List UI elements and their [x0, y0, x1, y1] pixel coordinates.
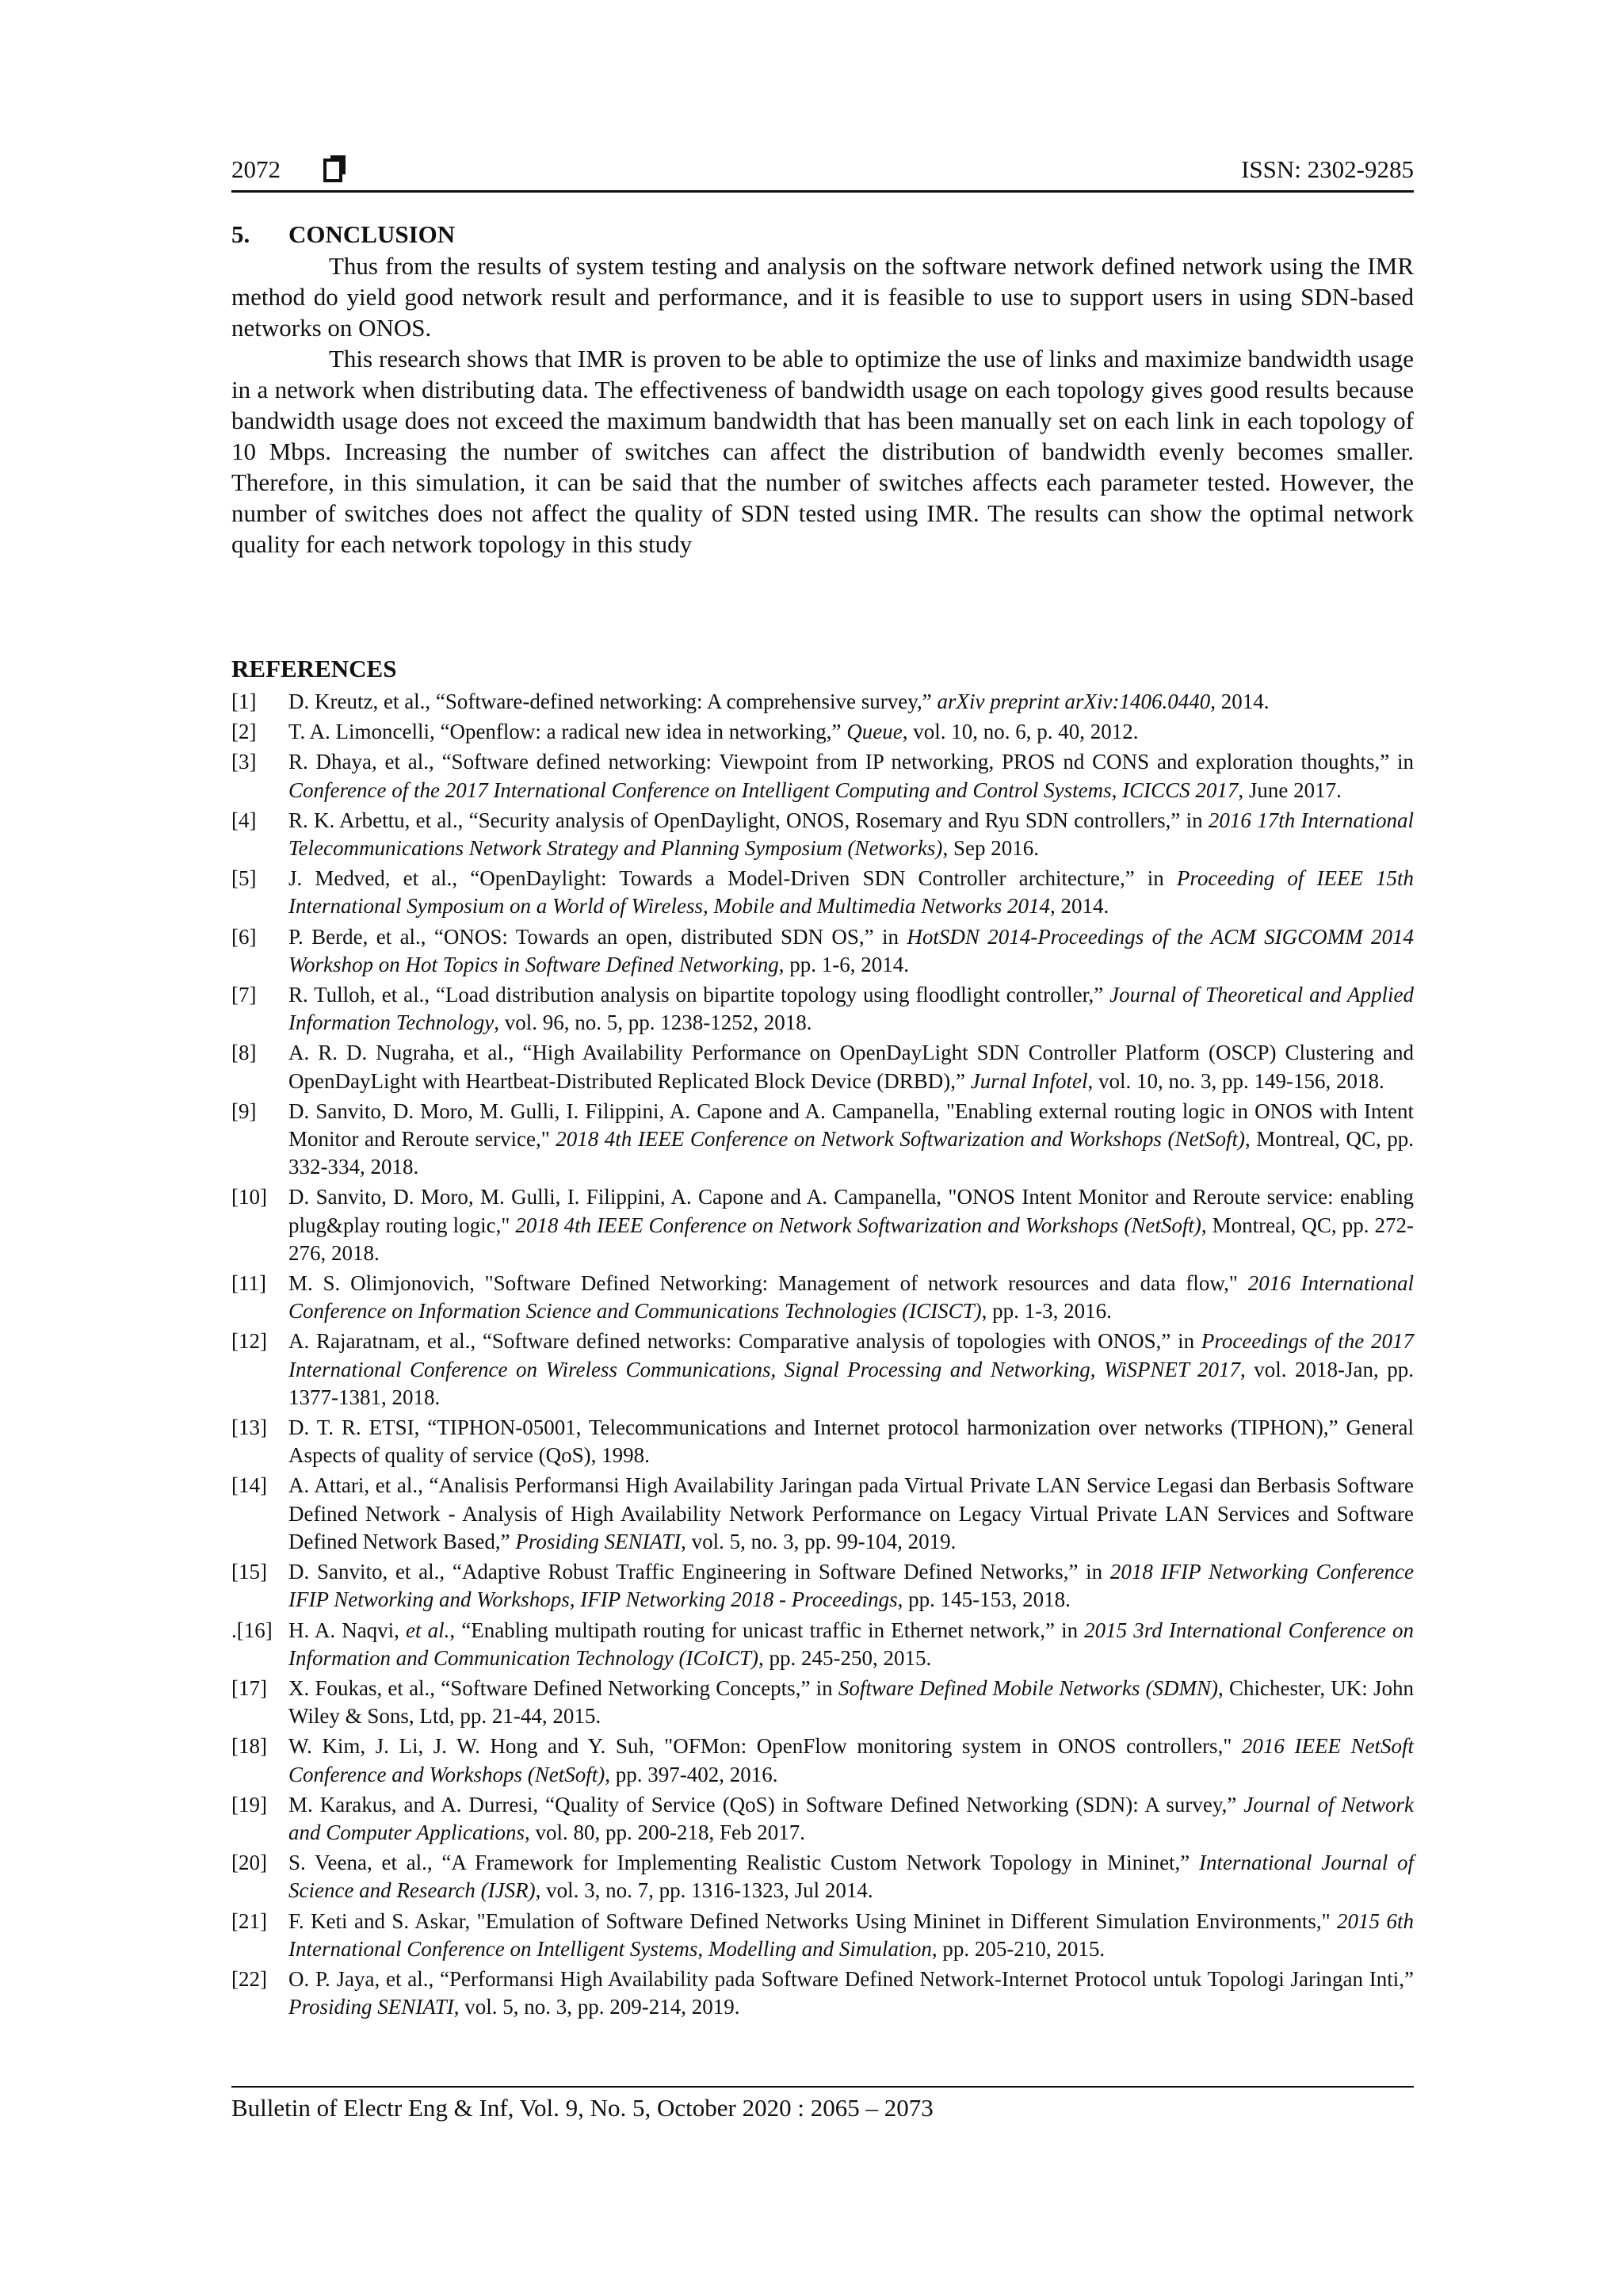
reference-source: arXiv preprint arXiv:1406.0440: [937, 690, 1211, 713]
reference-text: [288, 866, 1414, 918]
reference-item: [231, 1098, 1414, 1182]
footer-rule: [231, 2086, 1414, 2088]
reference-text-part: , Sep 2016.: [942, 836, 1039, 861]
page-header: [231, 154, 1414, 193]
reference-text-part: , vol. 5, no. 3, pp. 99-104, 2019.: [681, 1529, 957, 1553]
reference-source: Prosiding SENIATI: [288, 1995, 454, 2019]
references-section: [231, 653, 1414, 2023]
reference-text-part: , vol. 10, no. 3, pp. 149-156, 2018.: [1087, 1068, 1384, 1093]
reference-text-part: , Chichester, UK: John Wiley & Sons, Ltd, pp. 21-44, 2015.: [288, 1675, 1414, 1729]
reference-source: 2016 International Conference on Information Science and Communications Technologies (ICISCT): [288, 1271, 1414, 1324]
reference-text: [288, 1185, 1414, 1264]
reference-text-part: D. Kreutz, et al., “Software-defined networking: A comprehensive survey,”: [288, 690, 938, 713]
reference-text-part: , 2014.: [1210, 690, 1270, 713]
reference-item: [231, 748, 1414, 804]
reference-text-part: M. S. Olimjonovich, "Software Defined Networking: Management of network resources and data flow,": [288, 1271, 1248, 1296]
reference-text: [288, 1793, 1414, 1844]
conclusion-paragraph-1: Thus from the results of system testing and analysis on the software network defined network using the IMR method do yield good network result and performance, and it is feasible to use to support users in using SDN-based networks on ONOS.: [231, 252, 1414, 342]
reference-label: [14]: [231, 1473, 267, 1498]
reference-text-part: , pp. 1-3, 2016.: [981, 1299, 1112, 1324]
reference-text-part: , pp. 145-153, 2018.: [897, 1587, 1071, 1612]
reference-text: [288, 1734, 1414, 1786]
reference-text: [288, 1415, 1414, 1467]
section-number: 5.: [231, 220, 250, 248]
reference-text: [288, 750, 1414, 801]
reference-text-part: A. R. D. Nugraha, et al., “High Availability Performance on OpenDayLight SDN Controller Platform (OSCP) Clustering and OpenDayLight with Heartbeat-Distributed Replicated Block Device (DRBD),”: [288, 1041, 1414, 1093]
reference-text-part: , vol. 96, no. 5, pp. 1238-1252, 2018.: [494, 1010, 812, 1035]
reference-source: HotSDN 2014-Proceedings of the ACM SIGCOMM 2014 Workshop on Hot Topics in Software Defined Networking: [288, 924, 1414, 976]
reference-text-part: O. P. Jaya, et al., “Performansi High Availability pada Software Defined Network-Internet Protocol untuk Topologi Jaringan Inti,”: [288, 1966, 1414, 1991]
reference-source: et al.: [406, 1618, 450, 1642]
reference-text-part: W. Kim, J. Li, J. W. Hong and Y. Suh, "OFMon: OpenFlow monitoring system in ONOS controllers,": [288, 1734, 1242, 1759]
reference-text-part: X. Foukas, et al., “Software Defined Networking Concepts,” in: [288, 1675, 838, 1700]
reference-label: .[16]: [231, 1618, 273, 1642]
reference-label: [6]: [231, 924, 257, 949]
reference-text-part: A. Rajaratnam, et al., “Software defined networks: Comparative analysis of topologies with ONOS,” in: [288, 1329, 1201, 1354]
reference-source: Conference of the 2017 International Conference on Intelligent Computing and Control Systems, ICICCS 2017: [288, 777, 1239, 802]
reference-text-part: , vol. 10, no. 6, p. 40, 2012.: [902, 720, 1139, 744]
reference-label: [8]: [231, 1041, 257, 1065]
reference-label: [19]: [231, 1792, 267, 1817]
reference-text: [288, 1041, 1414, 1092]
reference-label: [18]: [231, 1734, 267, 1759]
reference-text: [288, 1099, 1414, 1179]
reference-label: [7]: [231, 983, 257, 1007]
conclusion-section: [231, 219, 1414, 560]
reference-item: [231, 1328, 1414, 1412]
reference-source: 2015 6th International Conference on Intelligent Systems, Modelling and Simulation: [288, 1908, 1414, 1961]
reference-text: [288, 925, 1414, 976]
reference-label: [22]: [231, 1966, 267, 1991]
reference-item: [231, 1558, 1414, 1614]
reference-label: [17]: [231, 1675, 267, 1700]
reference-text-part: P. Berde, et al., “ONOS: Towards an open, distributed SDN OS,” in: [288, 924, 907, 949]
reference-text: [288, 1271, 1414, 1323]
reference-text-part: , pp. 205-210, 2015.: [931, 1936, 1106, 1961]
reference-text-part: D. Sanvito, et al., “Adaptive Robust Traffic Engineering in Software Defined Networks,” in: [288, 1560, 1110, 1584]
reference-item: [231, 1675, 1414, 1730]
reference-label: [10]: [231, 1185, 267, 1209]
reference-text: [288, 690, 1269, 713]
reference-text-part: A. Attari, et al., “Analisis Performansi High Availability Jaringan pada Virtual Private LAN Service Legasi dan Berbasis Software Defined Network - Analysis of High Availability Network Performance on Legacy Virtual Private LAN Services and Software Defined Network Based,”: [288, 1473, 1414, 1553]
reference-text-part: , pp. 1-6, 2014.: [778, 952, 910, 976]
reference-list: [231, 688, 1414, 2021]
reference-text-part: , pp. 245-250, 2015.: [758, 1645, 932, 1670]
reference-item: [231, 1183, 1414, 1267]
reference-item: [231, 1270, 1414, 1325]
section-title: CONCLUSION: [288, 220, 456, 248]
reference-text-part: F. Keti and S. Askar, "Emulation of Software Defined Networks Using Mininet in Different Simulation Environments,": [288, 1908, 1338, 1933]
reference-text-part: R. Tulloh, et al., “Load distribution analysis on bipartite topology using floodlight controller,”: [288, 983, 1110, 1007]
reference-source: 2018 4th IEEE Conference on Network Softwarization and Workshops (NetSoft): [556, 1127, 1245, 1152]
reference-text-part: D. Sanvito, D. Moro, M. Gulli, I. Filippini, A. Capone and A. Campanella, "ONOS Intent Monitor and Reroute service: enabling plug&play routing logic,": [288, 1185, 1414, 1237]
conclusion-paragraph-2: This research shows that IMR is proven to be able to optimize the use of links and maximize bandwidth usage in a network when distributing data. The effectiveness of bandwidth usage on each topology gives good results because bandwidth usage does not exceed the maximum bandwidth that has been manually set on each link in each topology of 10 Mbps. Increasing the number of switches can affect the distribution of bandwidth evenly becomes smaller. Therefore, in this simulation, it can be said that the number of switches affects each parameter tested. However, the number of switches does not affect the quality of SDN tested using IMR. The results can show the optimal network quality for each network topology in this study: [231, 345, 1414, 558]
reference-text-part: H. A. Naqvi,: [288, 1618, 407, 1642]
reference-item: [231, 1039, 1414, 1095]
reference-text-part: R. K. Arbettu, et al., “Security analysis of OpenDaylight, ONOS, Rosemary and Ryu SDN controllers,” in: [288, 808, 1209, 832]
issn-label: ISSN: 2302-9285: [1241, 155, 1414, 183]
reference-source: 2016 17th International Telecommunications Network Strategy and Planning Symposium (Networks): [288, 808, 1414, 861]
reference-item: [231, 1733, 1414, 1788]
reference-source: Jurnal Infotel: [970, 1068, 1088, 1093]
reference-text-part: , pp. 397-402, 2016.: [605, 1762, 778, 1786]
reference-text: [288, 1851, 1414, 1902]
reference-label: [12]: [231, 1329, 267, 1354]
reference-label: [4]: [231, 808, 257, 832]
reference-source: Proceeding of IEEE 15th International Symposium on a World of Wireless, Mobile and Multimedia Networks 2014: [288, 866, 1414, 919]
reference-label: [13]: [231, 1415, 267, 1440]
reference-label: [5]: [231, 866, 257, 891]
header-rule: [231, 190, 1414, 193]
reference-item: [231, 807, 1414, 862]
reference-item: [231, 1849, 1414, 1904]
reference-item: [231, 923, 1414, 979]
reference-label: [2]: [231, 720, 257, 744]
reference-source: Journal of Theoretical and Applied Information Technology: [288, 983, 1414, 1035]
reference-text-part: D. T. R. ETSI, “TIPHON-05001, Telecommunications and Internet protocol harmonization over networks (TIPHON),” General Aspects of quality of service (QoS), 1998.: [288, 1415, 1414, 1468]
reference-text-part: , vol. 3, no. 7, pp. 1316-1323, Jul 2014.: [535, 1878, 873, 1903]
reference-text: [288, 808, 1414, 860]
reference-text: [288, 720, 1139, 743]
reference-source: 2018 4th IEEE Conference on Network Softwarization and Workshops (NetSoft): [515, 1213, 1201, 1237]
reference-text-part: S. Veena, et al., “A Framework for Implementing Realistic Custom Network Topology in Mininet,”: [288, 1851, 1200, 1875]
reference-text: [288, 1329, 1414, 1408]
reference-source: Proceedings of the 2017 International Conference on Wireless Communications, Signal Processing and Networking, WiSPNET 2017: [288, 1329, 1414, 1381]
reference-item: [231, 1791, 1414, 1847]
reference-text-part: D. Sanvito, D. Moro, M. Gulli, I. Filippini, A. Capone and A. Campanella, "Enabling external routing logic in ONOS with Intent Monitor and Reroute service,": [288, 1098, 1414, 1152]
reference-source: Software Defined Mobile Networks (SDMN): [838, 1675, 1219, 1700]
page-footer: Bulletin of Electr Eng & Inf, Vol. 9, No. 5, October 2020 : 2065 – 2073: [231, 2094, 934, 2122]
reference-text-part: , “Enabling multipath routing for unicast traffic in Ethernet network,” in: [449, 1618, 1085, 1642]
reference-item: [231, 718, 1414, 746]
reference-source: International Journal of Science and Research (IJSR): [288, 1851, 1415, 1903]
reference-text: [288, 1676, 1414, 1728]
reference-label: [15]: [231, 1560, 267, 1584]
reference-source: Journal of Network and Computer Applications: [288, 1792, 1414, 1844]
page-number: 2072: [231, 155, 281, 183]
references-heading: REFERENCES: [231, 655, 397, 682]
reference-text-part: , Montreal, QC, pp. 272-276, 2018.: [288, 1213, 1415, 1265]
reference-label: [21]: [231, 1908, 267, 1933]
reference-item: [231, 1414, 1414, 1469]
reference-label: [11]: [231, 1271, 266, 1296]
reference-text-part: R. Dhaya, et al., “Software defined networking: Viewpoint from IP networking, PROS nd CONS and exploration thoughts,” in: [288, 750, 1414, 774]
reference-text-part: , vol. 80, pp. 200-218, Feb 2017.: [525, 1820, 806, 1844]
reference-item: [231, 1472, 1414, 1556]
reference-label: [9]: [231, 1098, 257, 1123]
reference-label: [1]: [231, 690, 257, 713]
reference-source: 2015 3rd International Conference on Information and Communication Technology (ICoICT): [288, 1618, 1414, 1670]
reference-source: 2018 IFIP Networking Conference IFIP Networking and Workshops, IFIP Networking 2018 - Proceedings: [288, 1560, 1414, 1612]
reference-source: 2016 IEEE NetSoft Conference and Workshops (NetSoft): [288, 1734, 1414, 1786]
reference-text: [288, 1473, 1414, 1553]
reference-text: [288, 983, 1414, 1034]
reference-text: [288, 1967, 1414, 2019]
reference-text-part: , vol. 2018-Jan, pp. 1377-1381, 2018.: [288, 1357, 1414, 1409]
reference-text-part: , 2014.: [1049, 894, 1109, 919]
reference-text: [288, 1618, 1414, 1670]
reference-source: Queue: [846, 720, 903, 744]
checkbox-square-icon: [323, 159, 342, 182]
reference-text-part: , Montreal, QC, pp. 332-334, 2018.: [288, 1127, 1414, 1179]
reference-item: [231, 1966, 1414, 2021]
reference-text: [288, 1560, 1414, 1611]
reference-label: [3]: [231, 750, 257, 774]
reference-item: [231, 688, 1414, 716]
reference-item: [231, 1908, 1414, 1963]
reference-item: [231, 981, 1414, 1037]
reference-text-part: , June 2017.: [1238, 777, 1342, 802]
reference-text: [288, 1909, 1414, 1961]
reference-text-part: T. A. Limoncelli, “Openflow: a radical new idea in networking,”: [288, 720, 847, 744]
reference-source: Prosiding SENIATI: [515, 1529, 682, 1553]
reference-text-part: J. Medved, et al., “OpenDaylight: Towards a Model-Driven SDN Controller architecture,” in: [288, 866, 1177, 891]
reference-item: [231, 865, 1414, 920]
reference-item: [231, 1617, 1414, 1672]
reference-text-part: M. Karakus, and A. Durresi, “Quality of Service (QoS) in Software Defined Networking (SDN): A survey,”: [288, 1792, 1244, 1817]
reference-label: [20]: [231, 1851, 267, 1875]
section-heading: [231, 219, 1414, 250]
reference-text-part: , vol. 5, no. 3, pp. 209-214, 2019.: [453, 1995, 740, 2019]
